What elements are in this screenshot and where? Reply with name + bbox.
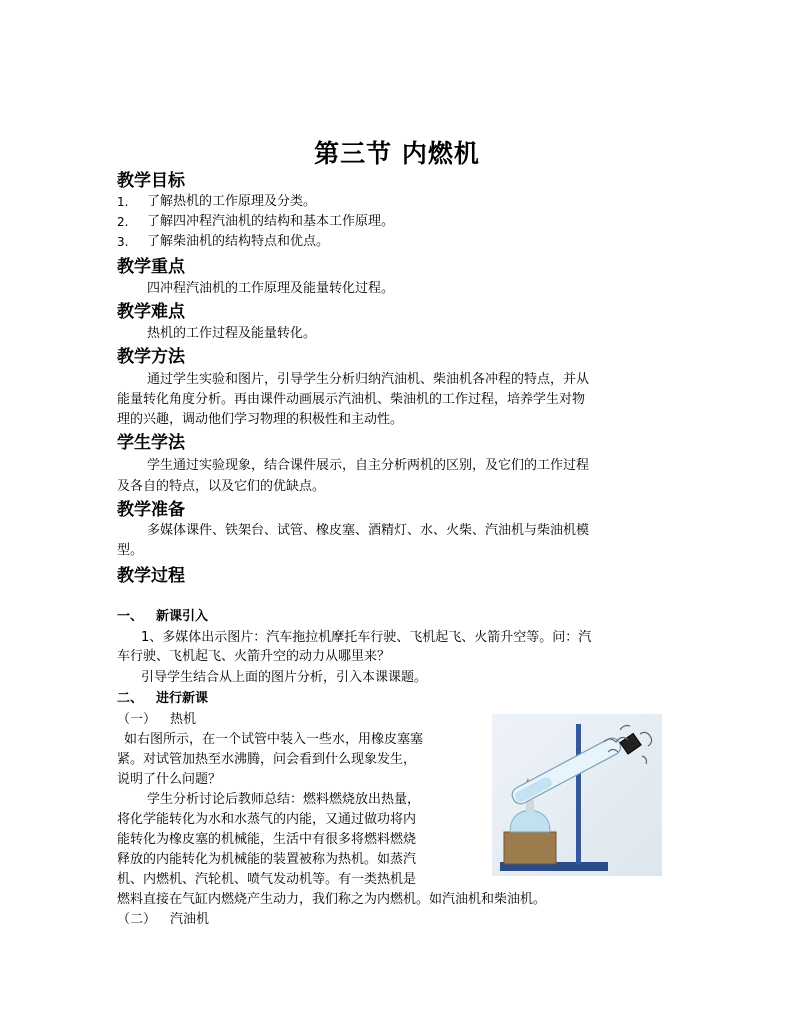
goal-item: 了解柴油机的结构特点和优点。	[147, 234, 330, 249]
page-title: 第三节 内燃机	[314, 139, 480, 168]
heat-line: 学生分析讨论后教师总结：燃料燃烧放出热量，	[147, 792, 421, 807]
goals-heading: 教学目标	[117, 171, 185, 191]
intro-line: 1、多媒体出示图片：汽车拖拉机摩托车行驶、飞机起飞、火箭升空等。问：汽	[141, 630, 592, 645]
heat-line: 燃料直接在气缸内燃烧产生动力，我们称之为内燃机。如汽油机和柴油机。	[117, 892, 547, 907]
method-line: 理的兴趣，调动他们学习物理的积极性和主动性。	[117, 412, 404, 427]
heat-line: 将化学能转化为水和水蒸气的内能，又通过做功将内	[117, 812, 417, 827]
goal-item: 了解热机的工作原理及分类。	[147, 194, 317, 209]
heat-line: 机、内燃机、汽轮机、喷气发动机等。有一类热机是	[117, 872, 417, 887]
process-heading: 教学过程	[117, 566, 185, 586]
section-label: 新课引入	[156, 609, 209, 624]
heat-line: 如右图所示，在一个试管中装入一些水，用橡皮塞塞	[124, 732, 424, 747]
wooden-block	[504, 832, 556, 864]
section-number: 二、	[117, 691, 144, 706]
goal-number: 1.	[117, 195, 129, 209]
goal-number: 2.	[117, 215, 129, 229]
intro-line: 车行驶、飞机起飞、火箭升空的动力从哪里来？	[117, 649, 391, 664]
stand-rod	[576, 724, 581, 864]
subsection-label: 汽油机	[170, 912, 210, 927]
difficulties-heading: 教学难点	[117, 302, 185, 322]
section-label: 进行新课	[156, 691, 209, 706]
subsection-number: （一）	[117, 712, 157, 727]
heat-line: 能转化为橡皮塞的机械能，生活中有很多将燃料燃烧	[117, 832, 417, 847]
test-tube-experiment-figure	[492, 714, 662, 876]
subsection-label: 热机	[170, 712, 197, 727]
method-heading: 教学方法	[117, 347, 185, 367]
heat-line: 释放的内能转化为机械能的装置被称为热机。如蒸汽	[117, 852, 417, 867]
goal-number: 3.	[117, 235, 129, 249]
goal-item: 了解四冲程汽油机的结构和基本工作原理。	[147, 214, 395, 229]
key-points-text: 四冲程汽油机的工作原理及能量转化过程。	[147, 281, 395, 296]
study-line: 及各自的特点，以及它们的优缺点。	[117, 479, 326, 494]
section-number: 一、	[117, 609, 144, 624]
method-line: 能量转化角度分析。再由课件动画展示汽油机、柴油机的工作过程，培养学生对物	[117, 392, 586, 407]
prep-heading: 教学准备	[117, 500, 185, 520]
study-line: 学生通过实验现象，结合课件展示，自主分析两机的区别，及它们的工作过程	[147, 458, 590, 473]
heat-line: 紧。对试管加热至水沸腾，问会看到什么现象发生，	[117, 752, 417, 767]
intro-line: 引导学生结合从上面的图片分析，引入本课课题。	[141, 670, 428, 685]
heat-line: 说明了什么问题？	[117, 772, 222, 787]
key-points-heading: 教学重点	[117, 257, 185, 277]
prep-line: 型。	[117, 543, 144, 558]
difficulties-text: 热机的工作过程及能量转化。	[147, 326, 317, 341]
prep-line: 多媒体课件、铁架台、试管、橡皮塞、酒精灯、水、火柴、汽油机与柴油机模	[147, 523, 590, 538]
subsection-number: （二）	[117, 912, 157, 927]
study-heading: 学生学法	[117, 433, 185, 453]
method-line: 通过学生实验和图片，引导学生分析归纳汽油机、柴油机各冲程的特点，并从	[147, 372, 590, 387]
